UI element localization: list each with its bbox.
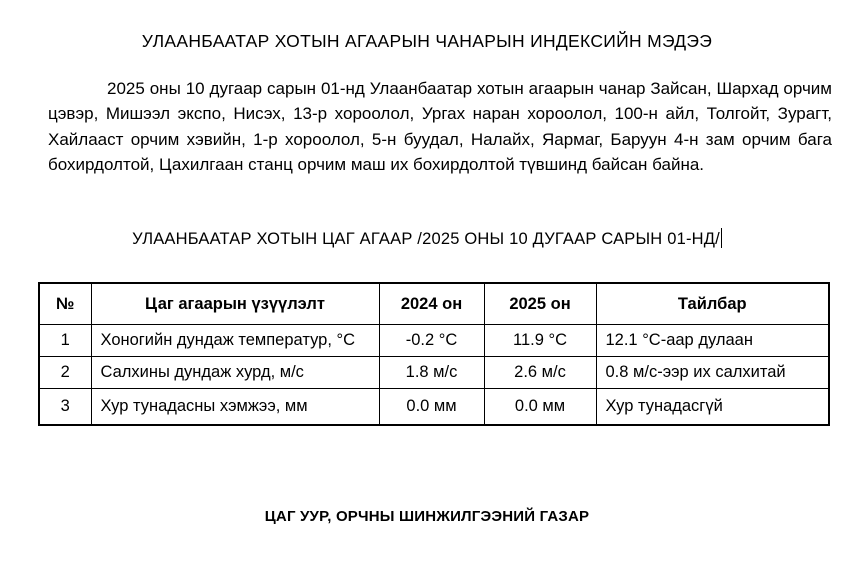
remark-cell: Хур тунадасгүй — [596, 389, 829, 426]
table-row — [39, 357, 829, 389]
weather-table-container — [38, 282, 830, 426]
page-title: УЛААНБААТАР ХОТЫН АГААРЫН ЧАНАРЫН ИНДЕКСИЙН МЭДЭЭ — [141, 31, 713, 51]
intro-paragraph: 2025 оны 10 дугаар сарын 01-нд Улаанбаатар хотын агаарын чанар Зайсан, Шархад орчим цэвэр, Мишээл экспо, Нисэх, 13-р хороолол, Ургах наран хороолол, 100-н айл, Толгойт, Зурагт, Хайлааст орчим хэвийн, 1-р хороолол, 5-н буудал, Налайх, Яармаг, Баруун 4-н зам орчим бага бохирдолтой, Цахилгаан станц орчим маш их бохирдолтой түвшинд байсан байна. — [48, 79, 832, 175]
table-header-row — [39, 283, 829, 325]
weather-subtitle-text: УЛААНБААТАР ХОТЫН ЦАГ АГААР /2025 ОНЫ 10 ДУГААР САРЫН 01-НД/ — [132, 230, 720, 248]
row-number-cell: 1 — [39, 325, 91, 357]
value-2024-cell: 1.8 м/с — [379, 357, 484, 389]
column-header-2024: 2024 он — [379, 283, 484, 325]
text-cursor-caret — [721, 228, 722, 248]
value-2024-cell: 0.0 мм — [379, 389, 484, 426]
value-2025-cell: 2.6 м/с — [484, 357, 596, 389]
remark-cell: 0.8 м/с-ээр их салхитай — [596, 357, 829, 389]
column-header-2025: 2025 он — [484, 283, 596, 325]
row-number-cell: 3 — [39, 389, 91, 426]
weather-table — [38, 282, 830, 426]
footer-org-name: ЦАГ УУР, ОРЧНЫ ШИНЖИЛГЭЭНИЙ ГАЗАР — [264, 508, 590, 525]
row-number-cell: 2 — [39, 357, 91, 389]
column-header-remark: Тайлбар — [596, 283, 829, 325]
indicator-cell: Хоногийн дундаж температур, °С — [91, 325, 379, 357]
column-header-indicator: Цаг агаарын үзүүлэлт — [91, 283, 379, 325]
column-header-number: № — [39, 283, 91, 325]
weather-subtitle — [0, 228, 854, 249]
value-2025-cell: 0.0 мм — [484, 389, 596, 426]
indicator-cell: Хур тунадасны хэмжээ, мм — [91, 389, 379, 426]
table-row — [39, 389, 829, 426]
value-2025-cell: 11.9 °С — [484, 325, 596, 357]
table-row — [39, 325, 829, 357]
indicator-cell: Салхины дундаж хурд, м/с — [91, 357, 379, 389]
remark-cell: 12.1 °С-аар дулаан — [596, 325, 829, 357]
value-2024-cell: -0.2 °С — [379, 325, 484, 357]
